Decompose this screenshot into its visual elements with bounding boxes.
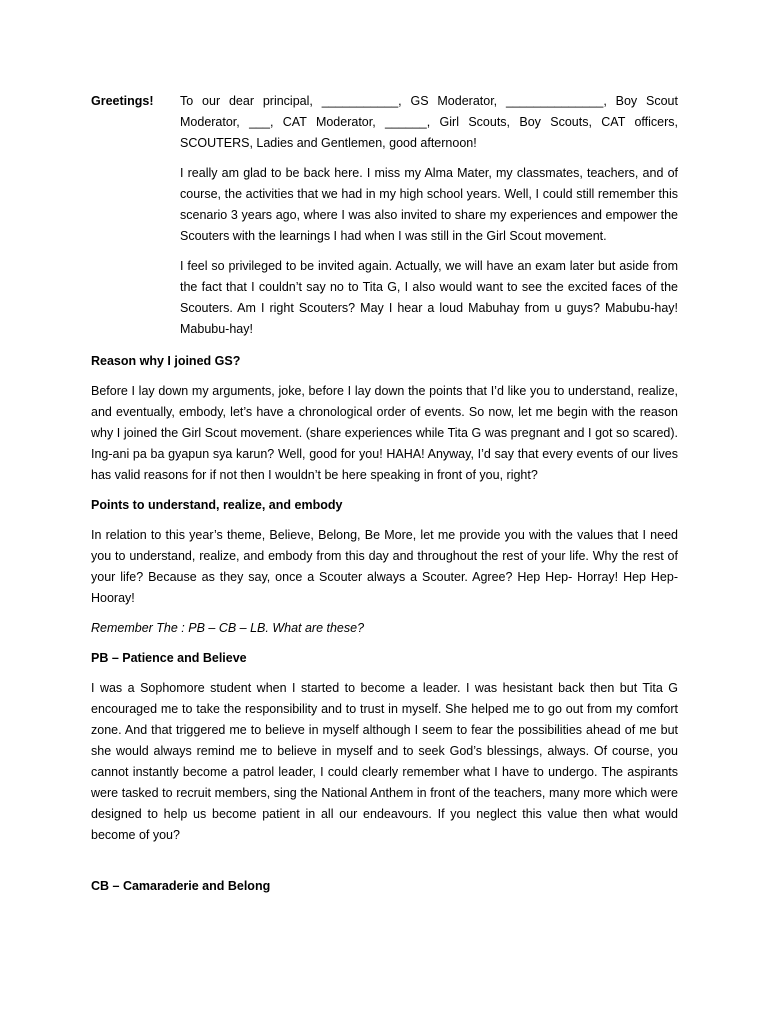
reason-heading: Reason why I joined GS? — [91, 354, 241, 368]
cb-heading: CB – Camaraderie and Belong — [91, 879, 271, 893]
salutation-paragraph: To our dear principal, ___________, GS Moderator, ______________, Boy Scout Moderator, ___, CAT Moderator, ______, Girl Scouts, Boy Scouts, CAT officers, SCOUTERS, Ladies and Gentlemen, good afternoon! — [180, 94, 678, 150]
remember-line: Remember The : PB – CB – LB. What are these? — [91, 621, 365, 635]
points-heading: Points to understand, realize, and embody — [91, 498, 343, 512]
greeting-body — [180, 91, 678, 349]
document-body — [91, 351, 678, 906]
pb-paragraph: I was a Sophomore student when I started to become a leader. I was hesistant back then but Tita G encouraged me to take the responsibility and to trust in myself. She helped me to go out from my comfort zone. And that triggered me to believe in myself although I seem to fear the possibilities ahead of me but she would always remind me to believe in myself and to seek God’s blessings, always. Of course, you cannot instantly become a patrol leader, I could clearly remember what I have to undergo. The aspirants were tasked to recruit members, sing the National Anthem in front of the teachers, many more which were designed to help us become patient in all our endeavours. If you neglect this value then what would become of you? — [91, 681, 678, 842]
reason-paragraph: Before I lay down my arguments, joke, before I lay down the points that I’d like you to understand, realize, and eventually, embody, let’s have a chronological order of events. So now, let me begin with the reason why I joined the Girl Scout movement. (share experiences while Tita G was pregnant and I got so scared). Ing-ani pa ba gyapun sya karun? Well, good for you! HAHA! Anyway, I’d say that every events of our lives has valid reasons for if not then I wouldn’t be here speaking in front of you, right? — [91, 384, 678, 482]
intro-paragraph: I really am glad to be back here. I miss my Alma Mater, my classmates, teachers, and of course, the activities that we had in my high school years. Well, I could still remember this scenario 3 years ago, where I was also invited to share my experiences and empower the Scouters with the learnings I had when I was still in the Girl Scout movement. — [180, 166, 678, 243]
greeting-label: Greetings! — [91, 94, 154, 108]
points-paragraph: In relation to this year’s theme, Believe, Belong, Be More, let me provide you with the values that I need you to understand, realize, and embody from this day and throughout the rest of your life. Why the rest of your life? Because as they say, once a Scouter always a Scouter. Agree? Hep Hep- Horray! Hep Hep- Hooray! — [91, 528, 678, 605]
privilege-paragraph: I feel so privileged to be invited again. Actually, we will have an exam later but aside from the fact that I couldn’t say no to Tita G, I also would want to see the excited faces of the Scouters. Am I right Scouters? May I hear a loud Mabuhay from u guys? Mabubu-hay! Mabubu-hay! — [180, 259, 678, 336]
paragraph-spacer — [91, 855, 678, 876]
pb-heading: PB – Patience and Believe — [91, 651, 247, 665]
